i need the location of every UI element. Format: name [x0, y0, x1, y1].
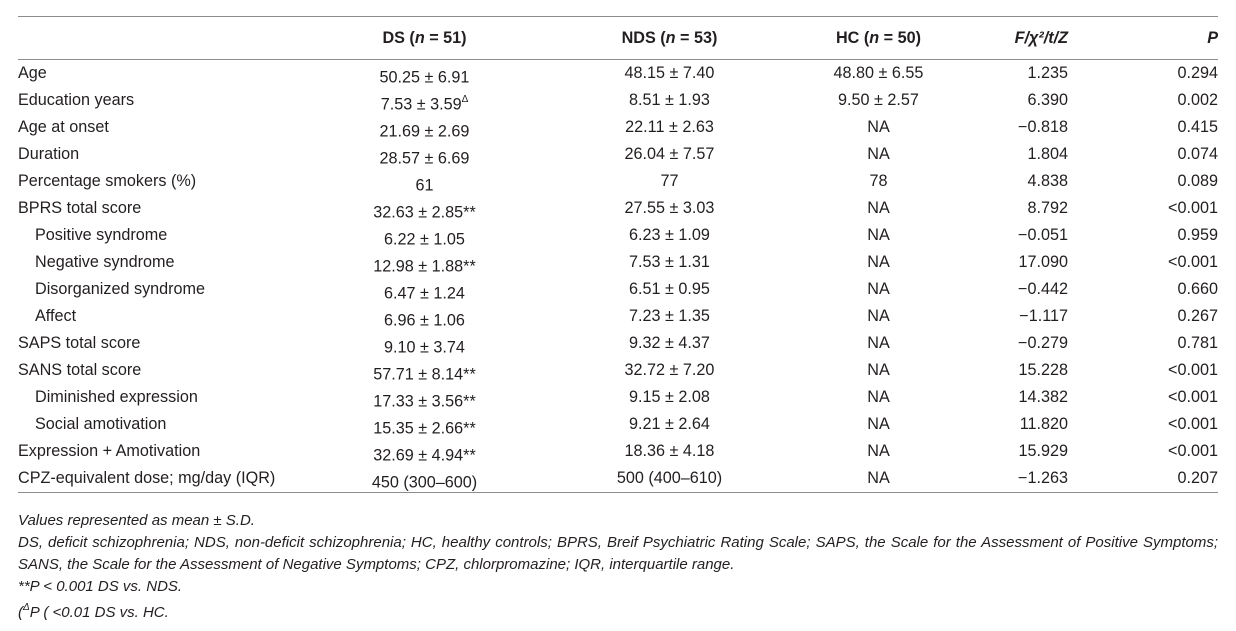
row-label: SANS total score — [18, 361, 142, 379]
cell-ds: 6.22 ± 1.05 — [384, 230, 465, 249]
cell-p: 0.660 — [1177, 280, 1218, 298]
cell-hc: NA — [867, 307, 890, 325]
cell-statistic: 14.382 — [1018, 388, 1068, 406]
row-label: Education years — [18, 91, 135, 109]
cell-nds: 6.51 ± 0.95 — [629, 280, 710, 298]
cell-ds: 28.57 ± 6.69 — [379, 149, 470, 168]
table-row — [18, 60, 1218, 87]
cell-hc: NA — [867, 361, 890, 379]
table-row — [18, 411, 1218, 438]
cell-nds: 77 — [660, 172, 679, 190]
row-label: Percentage smokers (%) — [18, 172, 197, 190]
cell-ds: 6.47 ± 1.24 — [384, 284, 465, 303]
table-row — [18, 330, 1218, 357]
cell-ds: 12.98 ± 1.88** — [373, 257, 476, 276]
table-row — [18, 114, 1218, 141]
cell-hc: NA — [867, 199, 890, 217]
cell-ds: 9.10 ± 3.74 — [384, 338, 465, 357]
cell-statistic: 15.228 — [1018, 361, 1068, 379]
cell-ds: 15.35 ± 2.66** — [373, 419, 476, 438]
cell-p: 0.781 — [1177, 334, 1218, 352]
cell-ds: 17.33 ± 3.56** — [373, 392, 476, 411]
cell-hc: NA — [867, 226, 890, 244]
cell-p: <0.001 — [1168, 415, 1218, 433]
cell-ds: 32.69 ± 4.94** — [373, 446, 476, 465]
cell-ds: 32.63 ± 2.85** — [373, 203, 476, 222]
cell-ds: 21.69 ± 2.69 — [379, 122, 470, 141]
cell-p: <0.001 — [1168, 361, 1218, 379]
cell-statistic: −1.117 — [1019, 307, 1068, 325]
table-row — [18, 276, 1218, 303]
cell-ds: 57.71 ± 8.14** — [373, 365, 476, 384]
cell-statistic: −0.051 — [1018, 226, 1068, 244]
cell-nds: 22.11 ± 2.63 — [625, 118, 714, 136]
cell-nds: 32.72 ± 7.20 — [624, 361, 715, 379]
cell-statistic: 11.820 — [1019, 415, 1068, 433]
cell-p: <0.001 — [1168, 253, 1218, 271]
demographics-table — [18, 16, 1218, 493]
cell-statistic: 1.804 — [1027, 145, 1068, 163]
row-label: Social amotivation — [35, 415, 167, 433]
cell-statistic: 8.792 — [1027, 199, 1068, 217]
row-label: Positive syndrome — [35, 226, 168, 244]
cell-nds: 26.04 ± 7.57 — [624, 145, 715, 163]
cell-hc: NA — [867, 280, 890, 298]
table-row — [18, 303, 1218, 330]
significance-mark: Δ — [461, 94, 469, 105]
header-p: P — [1207, 29, 1218, 47]
table-row — [18, 357, 1218, 384]
cell-p: 0.074 — [1177, 145, 1218, 163]
cell-p: 0.002 — [1177, 91, 1218, 109]
cell-statistic: 15.929 — [1018, 442, 1068, 460]
table-row — [18, 222, 1218, 249]
table-row — [18, 195, 1218, 222]
cell-ds: 6.96 ± 1.06 — [384, 311, 465, 330]
cell-nds: 9.15 ± 2.08 — [629, 388, 710, 406]
cell-statistic: 4.838 — [1027, 172, 1068, 190]
header-statistic: F/χ²/t/Z — [1014, 29, 1068, 47]
row-label: BPRS total score — [18, 199, 142, 217]
footnote-ds-vs-nds: **P < 0.001 DS vs. NDS. — [18, 578, 183, 595]
cell-ds: 61 — [415, 176, 434, 195]
table-row — [18, 87, 1218, 114]
header-ds: DS (n = 51) — [382, 29, 467, 47]
cell-p: 0.415 — [1177, 118, 1218, 136]
cell-nds: 9.32 ± 4.37 — [629, 334, 710, 352]
header-nds: NDS (n = 53) — [621, 29, 718, 47]
cell-hc: NA — [867, 253, 890, 271]
footnote-abbreviations: DS, deficit schizophrenia; NDS, non-deficit schizophrenia; HC, healthy controls; BPRS, Breif Psychiatric Rating Scale; SAPS, the Scale for the Assessment of Positive Symptoms; SANS, the Scale for the Assessment of Negative Symptoms; CPZ, chlorpromazine; IQR, interquartile range. — [18, 534, 1218, 573]
header-hc: HC (n = 50) — [835, 29, 922, 47]
cell-statistic: 17.090 — [1018, 253, 1068, 271]
table-row — [18, 384, 1218, 411]
cell-statistic: 1.235 — [1027, 64, 1068, 82]
cell-p: 0.294 — [1177, 64, 1218, 82]
table-header-row — [18, 17, 1218, 60]
row-label: CPZ-equivalent dose; mg/day (IQR) — [18, 469, 276, 487]
row-label: Age at onset — [18, 118, 109, 136]
cell-nds: 6.23 ± 1.09 — [629, 226, 710, 244]
cell-hc: 9.50 ± 2.57 — [838, 91, 919, 109]
cell-p: 0.089 — [1177, 172, 1218, 190]
cell-p: <0.001 — [1168, 388, 1218, 406]
cell-p: <0.001 — [1168, 442, 1218, 460]
cell-hc: 48.80 ± 6.55 — [833, 64, 924, 82]
cell-ds: $7.53 \pm 3.59^\Delta$ — [380, 94, 469, 114]
cell-nds: 18.36 ± 4.18 — [624, 442, 715, 460]
cell-nds: 7.53 ± 1.31 — [629, 253, 710, 271]
table-body — [18, 60, 1218, 493]
cell-hc: 78 — [869, 172, 888, 190]
row-label: Disorganized syndrome — [35, 280, 206, 298]
cell-nds: 48.15 ± 7.40 — [624, 64, 715, 82]
cell-ds: 50.25 ± 6.91 — [379, 68, 470, 87]
cell-statistic: −1.263 — [1018, 469, 1068, 487]
cell-hc: NA — [867, 415, 890, 433]
row-label: Negative syndrome — [35, 253, 175, 271]
cell-ds: 450 (300–600) — [371, 473, 478, 492]
cell-p: 0.959 — [1177, 226, 1218, 244]
cell-statistic: −0.818 — [1018, 118, 1068, 136]
cell-statistic: −0.279 — [1018, 334, 1068, 352]
cell-hc: NA — [867, 388, 890, 406]
row-label: Diminished expression — [35, 388, 198, 406]
cell-statistic: −0.442 — [1018, 280, 1068, 298]
row-label: Duration — [18, 145, 80, 163]
cell-p: <0.001 — [1168, 199, 1218, 217]
cell-nds: 27.55 ± 3.03 — [624, 199, 715, 217]
row-label: Affect — [35, 307, 77, 325]
table-row — [18, 438, 1218, 465]
table-row — [18, 141, 1218, 168]
cell-hc: NA — [867, 442, 890, 460]
cell-hc: NA — [867, 334, 890, 352]
cell-hc: NA — [867, 118, 890, 136]
footnote-ds-vs-hc: ($^\Delta$P ( <0.01 DS vs. HC. — [18, 602, 169, 621]
table-row — [18, 168, 1218, 195]
footnote-values: Values represented as mean ± S.D. — [18, 512, 255, 529]
row-label: SAPS total score — [18, 334, 141, 352]
table-footnotes — [18, 510, 1218, 624]
row-label: Expression + Amotivation — [18, 442, 201, 460]
cell-nds: 7.23 ± 1.35 — [629, 307, 710, 325]
table-row — [18, 465, 1218, 493]
cell-hc: NA — [867, 469, 890, 487]
cell-nds: 8.51 ± 1.93 — [629, 91, 710, 109]
row-label: Age — [18, 64, 47, 82]
cell-statistic: 6.390 — [1027, 91, 1068, 109]
cell-nds: 9.21 ± 2.64 — [629, 415, 710, 433]
cell-p: 0.267 — [1177, 307, 1218, 325]
cell-p: 0.207 — [1177, 469, 1218, 487]
cell-hc: NA — [867, 145, 890, 163]
table-row — [18, 249, 1218, 276]
cell-nds: 500 (400–610) — [616, 469, 723, 487]
